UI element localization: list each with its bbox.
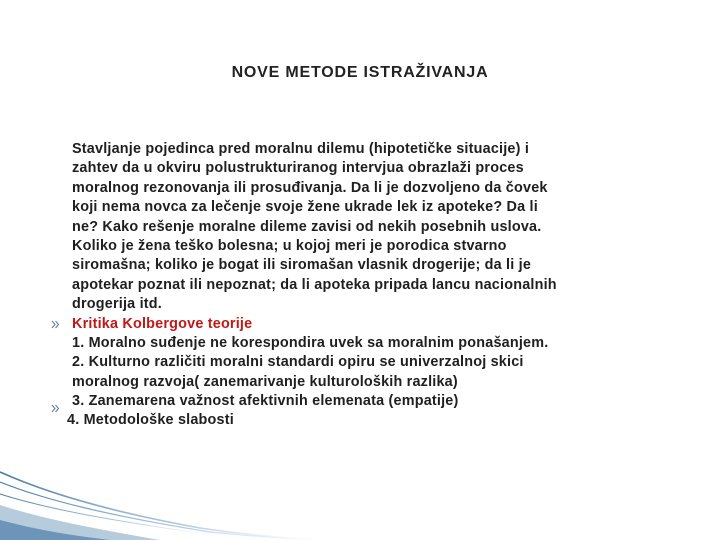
body-line: koji nema novca za lečenje svoje žene ukrade lek iz apoteke? Da li — [72, 199, 538, 216]
body-line: Koliko je žena teško bolesna; u kojoj meri je porodica stvarno — [72, 237, 507, 254]
body-line: ne? Kako rešenje moralne dileme zavisi od nekih posebnih uslova. — [72, 218, 542, 235]
slide-body — [67, 140, 672, 431]
critique-item-3: 3. Zanemarena važnost afektivnih elemenata (empatije) — [72, 393, 459, 410]
critique-item-2: 2. Kulturno različiti moralni standardi opiru se univerzalnoj skici — [72, 354, 524, 371]
bullet-arrow-icon — [51, 320, 60, 329]
body-line: zahtev da u okviru polustrukturiranog intervjua obrazlaži proces — [72, 160, 524, 177]
slide-title: NOVE METODE ISTRAŽIVANJA — [231, 64, 489, 81]
bullet-arrow-icon — [51, 404, 60, 413]
critique-item-4: 4. Metodološke slabosti — [67, 412, 234, 429]
body-line: apotekar poznat ili nepoznat; da li apoteka pripada lancu nacionalnih — [72, 276, 557, 293]
body-line: drogerija itd. — [72, 296, 162, 313]
kritika-heading: Kritika Kolbergove teorije — [72, 315, 253, 332]
body-line: Stavljanje pojedinca pred moralnu dilemu (hipotetičke situacije) i — [72, 141, 530, 157]
decorative-wave-graphic — [0, 450, 320, 540]
body-line: moralnog rezonovanja ili prosuđivanja. Da li je dozvoljeno da čovek — [72, 179, 548, 196]
body-line: siromašna; koliko je bogat ili siromašan vlasnik drogerije; da li je — [72, 257, 532, 274]
critique-item-1: 1. Moralno suđenje ne korespondira uvek sa moralnim ponašanjem. — [72, 334, 549, 351]
critique-item-2-cont: moralnog razvoja( zanemarivanje kulturoloških razlika) — [72, 373, 458, 390]
